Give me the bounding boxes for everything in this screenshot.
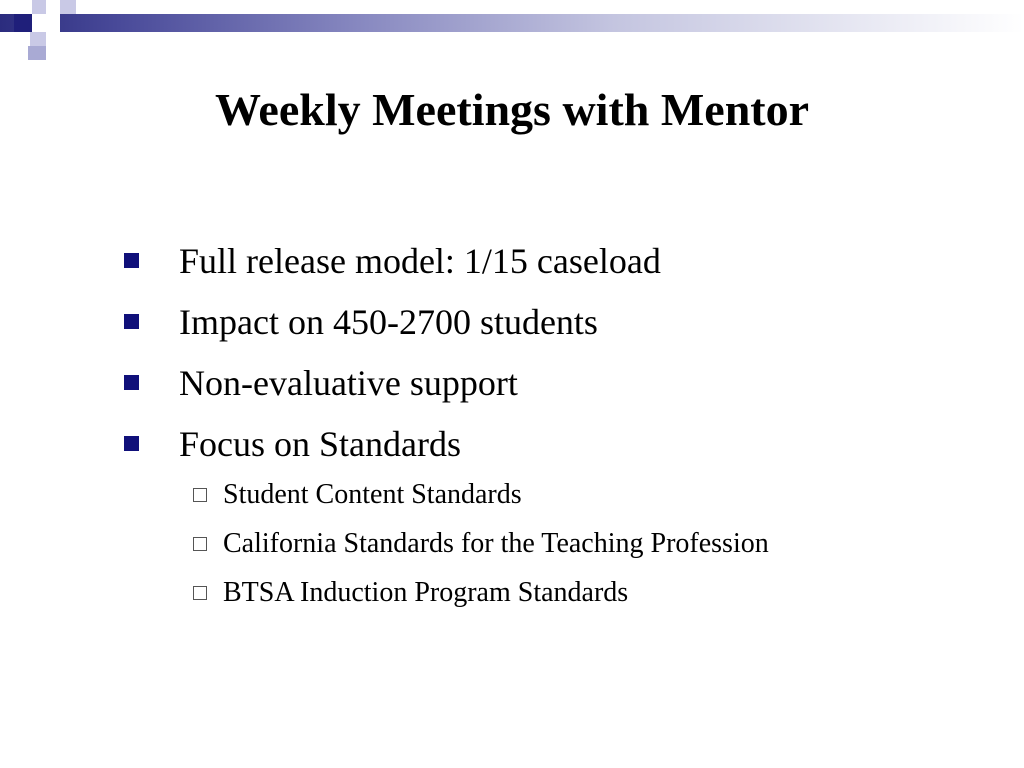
decor-square bbox=[46, 32, 60, 46]
bullet-text: Non-evaluative support bbox=[179, 362, 518, 403]
decor-square bbox=[46, 0, 60, 14]
sub-bullet-text: Student Content Standards bbox=[223, 478, 522, 510]
bullet-text: Full release model: 1/15 caseload bbox=[179, 240, 661, 281]
filled-square-bullet-icon bbox=[124, 253, 139, 268]
header-banner bbox=[0, 14, 1024, 32]
filled-square-bullet-icon bbox=[124, 375, 139, 390]
sub-bullet-text: BTSA Induction Program Standards bbox=[223, 576, 629, 608]
sub-bullet-item bbox=[193, 568, 993, 617]
sub-bullet-item bbox=[193, 519, 993, 568]
sub-bullet-text: California Standards for the Teaching Profession bbox=[223, 527, 769, 559]
decor-square bbox=[30, 32, 46, 46]
bullet-list bbox=[124, 230, 984, 474]
filled-square-bullet-icon bbox=[124, 436, 139, 451]
bullet-text: Impact on 450-2700 students bbox=[179, 301, 598, 342]
decor-square bbox=[60, 0, 76, 14]
hollow-square-bullet-icon bbox=[193, 586, 207, 600]
bullet-item bbox=[124, 230, 984, 291]
hollow-square-bullet-icon bbox=[193, 488, 207, 502]
slide-title: Weekly Meetings with Mentor bbox=[214, 84, 810, 135]
hollow-square-bullet-icon bbox=[193, 537, 207, 551]
bullet-text: Focus on Standards bbox=[179, 423, 461, 464]
bullet-item bbox=[124, 413, 984, 474]
bullet-item bbox=[124, 352, 984, 413]
decor-square bbox=[32, 14, 60, 32]
bullet-item bbox=[124, 291, 984, 352]
sub-bullet-list bbox=[193, 470, 993, 617]
decor-square bbox=[28, 46, 46, 60]
filled-square-bullet-icon bbox=[124, 314, 139, 329]
sub-bullet-item bbox=[193, 470, 993, 519]
decor-square bbox=[14, 14, 32, 32]
decor-square bbox=[32, 0, 46, 14]
